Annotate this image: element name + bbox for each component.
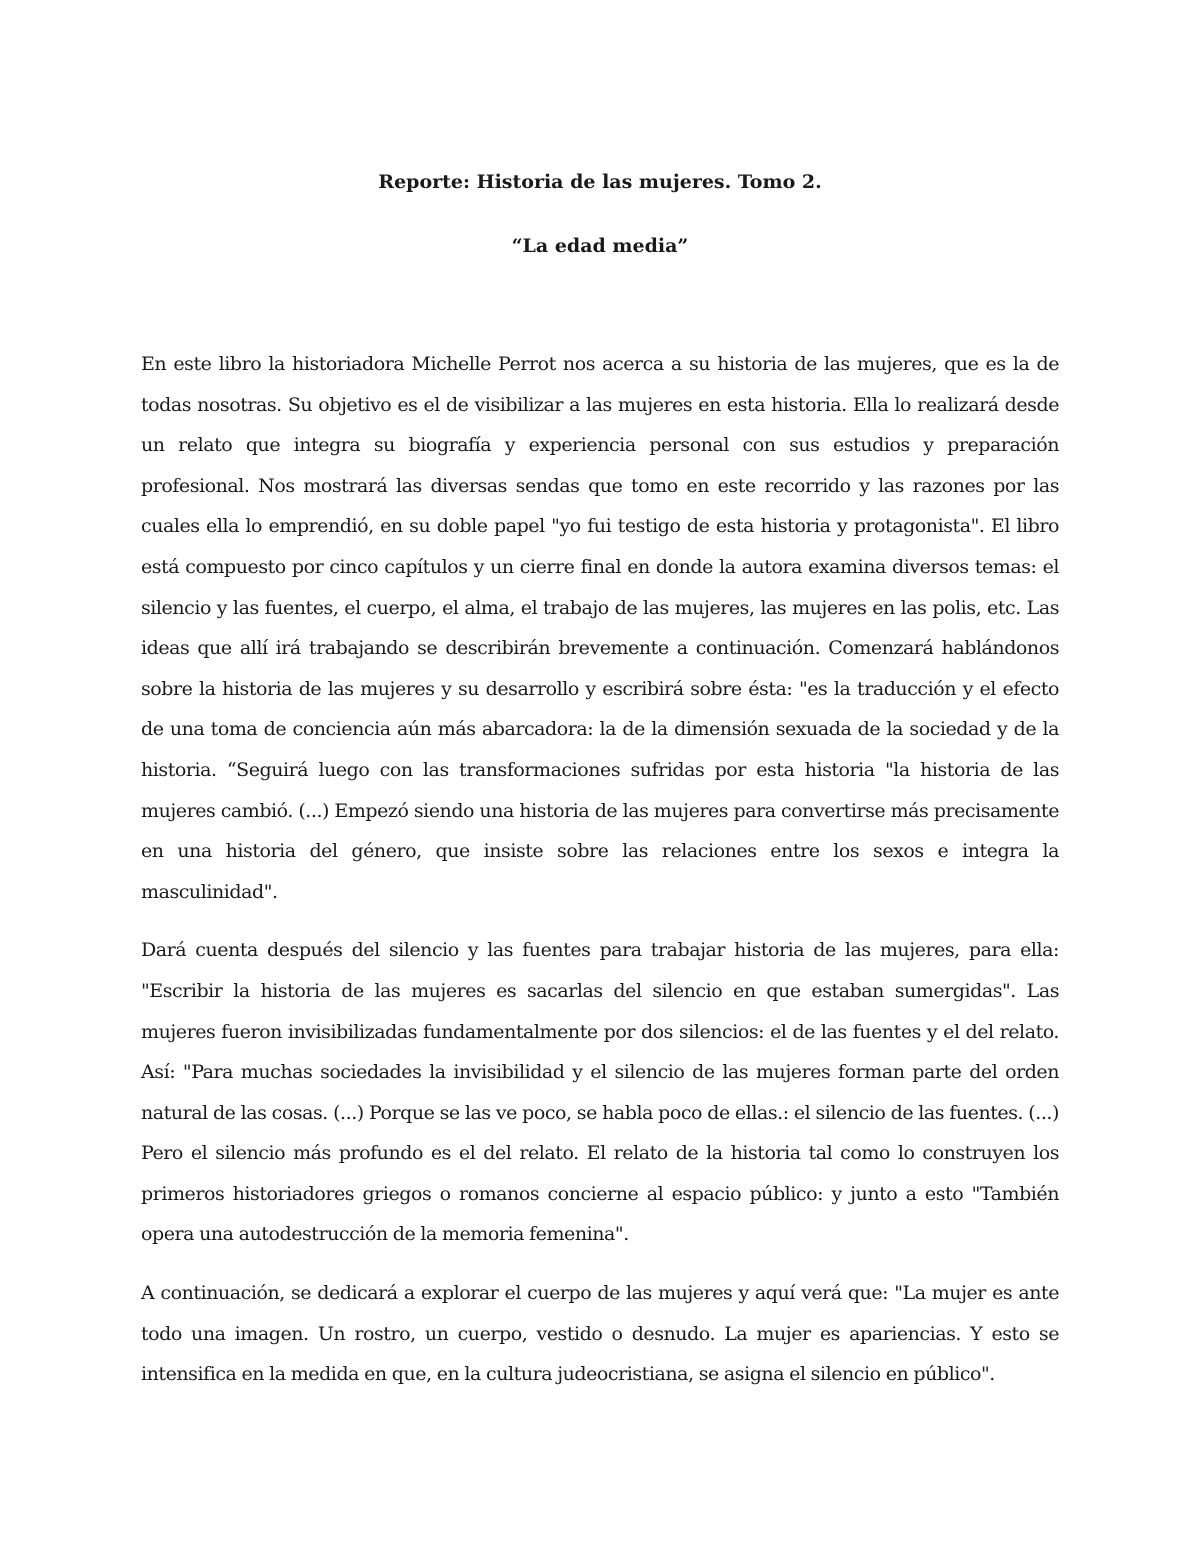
paragraph-3: A continuación, se dedicará a explorar el cuerpo de las mujeres y aquí verá que: "La mujer es ante todo una imagen. Un rostro, un cuerpo, vestido o desnudo. La mujer es apariencias. Y esto se intensifica en la medida en que, en la cultura judeocristiana, se asigna el silencio en público".	[141, 1282, 1059, 1386]
paragraph-2: Dará cuenta después del silencio y las fuentes para trabajar historia de las mujeres, para ella: "Escribir la historia de las mujeres es sacarlas del silencio en que estaban sumergidas". Las mujeres fueron invisibilizadas fundamentalmente por dos silencios: el de las fuentes y el del relato. Así: "Para muchas sociedades la invisibilidad y el silencio de las mujeres forman parte del orden natural de las cosas. (...) Porque se las ve poco, se habla poco de ellas.: el silencio de las fuentes. (...) Pero el silencio más profundo es el del relato. El relato de la historia tal como lo construyen los primeros historiadores griegos o romanos concierne al espacio público: y junto a esto "También opera una autodestrucción de la memoria femenina".	[141, 939, 1059, 1246]
paragraph-1: En este libro la historiadora Michelle Perrot nos acerca a su historia de las mujeres, que es la de todas nosotras. Su objetivo es el de visibilizar a las mujeres en esta historia. Ella lo realizará desde un relato que integra su biografía y experiencia personal con sus estudios y preparación profesional. Nos mostrará las diversas sendas que tomo en este recorrido y las razones por las cuales ella lo emprendió, en su doble papel "yo fui testigo de esta historia y protagonista". El libro está compuesto por cinco capítulos y un cierre final en donde la autora examina diversos temas: el silencio y las fuentes, el cuerpo, el alma, el trabajo de las mujeres, las mujeres en las polis, etc. Las ideas que allí irá trabajando se describirán brevemente a continuación. Comenzará hablándonos sobre la historia de las mujeres y su desarrollo y escribirá sobre ésta: "es la traducción y el efecto de una toma de conciencia aún más abarcadora: la de la dimensión sexuada de la sociedad y de la historia. “Seguirá luego con las transformaciones sufridas por esta historia "la historia de las mujeres cambió. (...) Empezó siendo una historia de las mujeres para convertirse más precisamente en una historia del género, que insiste sobre las relaciones entre los sexos e integra la masculinidad".	[141, 353, 1059, 903]
document-body	[141, 344, 1059, 1413]
document-subtitle: “La edad media”	[511, 235, 689, 257]
document-title: Reporte: Historia de las mujeres. Tomo 2.	[378, 171, 822, 193]
